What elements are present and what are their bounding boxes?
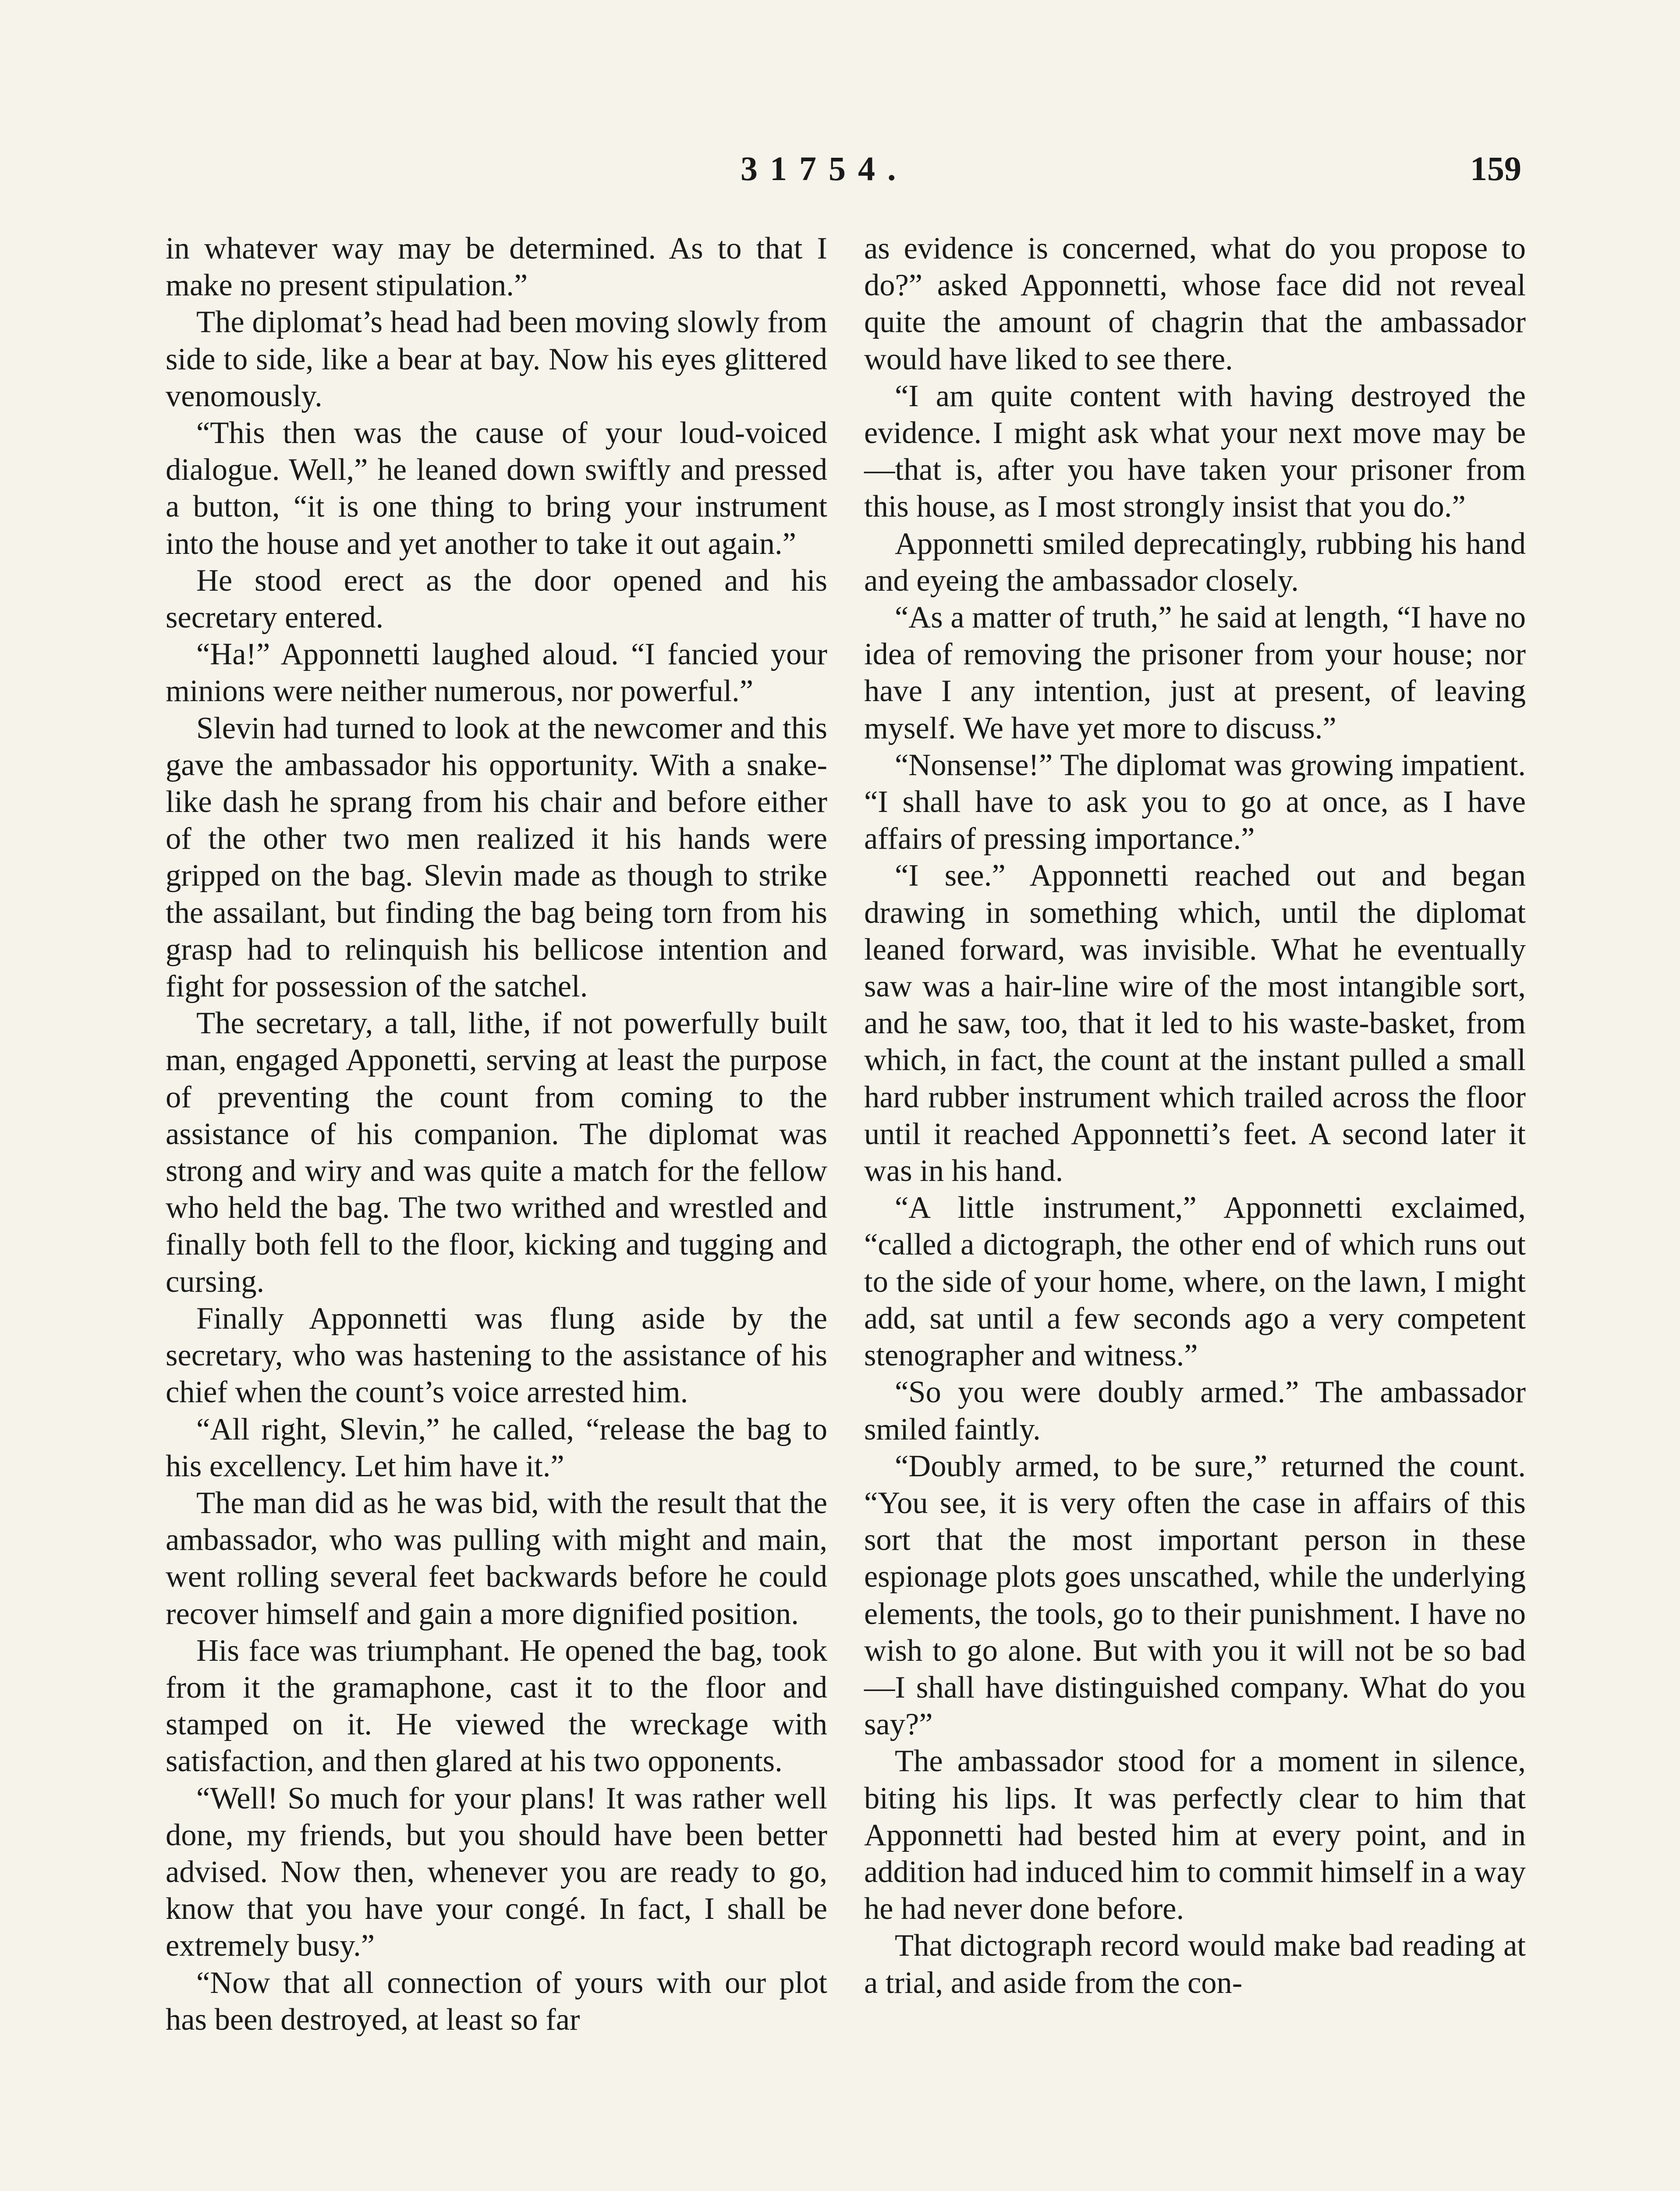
paragraph: Apponnetti smiled deprecatingly, rubbing his hand and eyeing the ambassador closely. bbox=[864, 526, 1526, 598]
paragraph: Finally Apponnetti was flung aside by the secretary, who was hastening to the assistance of his chief when the count’s voice arrested him. bbox=[166, 1301, 827, 1410]
page-header bbox=[0, 149, 1680, 202]
paragraph: “Nonsense!” The diplomat was growing impatient. “I shall have to ask you to go at once, as I have affairs of pressing importance.” bbox=[864, 748, 1526, 856]
paragraph: “Now that all connection of yours with our plot has been destroyed, at least so far bbox=[166, 1965, 827, 2037]
paragraph: “Well! So much for your plans! It was rather well done, my friends, but you should have been better advised. Now then, whenever you are ready to go, know that you have your congé. In fact, I shall be extremely busy.” bbox=[166, 1781, 827, 1963]
paragraph: “So you were doubly armed.” The ambassador smiled faintly. bbox=[864, 1375, 1526, 1446]
right-column bbox=[864, 230, 1526, 2001]
paragraph: He stood erect as the door opened and his secretary entered. bbox=[166, 563, 827, 635]
left-column bbox=[166, 230, 827, 2038]
catalog-number: 31754. bbox=[741, 149, 908, 188]
paragraph: “Doubly armed, to be sure,” returned the count. “You see, it is very often the case in affairs of this sort that the most important person in these espionage plots goes unscathed, while the underlying elements, the tools, go to their punishment. I have no wish to go alone. But with you it will not be so bad—I shall have distinguished company. What do you say?” bbox=[864, 1449, 1526, 1742]
paragraph: Slevin had turned to look at the newcomer and this gave the ambassador his opportunity. With a snake-like dash he sprang from his chair and before either of the other two men realized it his hands were gripped on the bag. Slevin made as though to strike the assailant, but finding the bag being torn from his grasp had to relinquish his bellicose intention and fight for possession of the satchel. bbox=[166, 711, 827, 1004]
paragraph: That dictograph record would make bad reading at a trial, and aside from the con- bbox=[864, 1929, 1526, 2000]
paragraph: The diplomat’s head had been moving slowly from side to side, like a bear at bay. Now his eyes glittered venomously. bbox=[166, 305, 827, 413]
paragraph: His face was triumphant. He opened the bag, took from it the gramaphone, cast it to the floor and stamped on it. He viewed the wreckage with satisfaction, and then glared at his two opponents. bbox=[166, 1633, 827, 1779]
paragraph: “As a matter of truth,” he said at length, “I have no idea of removing the prisoner from your house; nor have I any intention, just at present, of leaving myself. We have yet more to discuss.” bbox=[864, 600, 1526, 745]
paragraph: in whatever way may be determined. As to that I make no present stipulation.” bbox=[166, 231, 827, 303]
paragraph: “I see.” Apponnetti reached out and began drawing in something which, until the diplomat leaned forward, was invisible. What he eventually saw was a hair-line wire of the most intangible sort, and he saw, too, that it led to his waste-basket, from which, in fact, the count at the instant pulled a small hard rubber instrument which trailed across the floor until it reached Apponnetti’s feet. A second later it was in his hand. bbox=[864, 858, 1526, 1188]
paragraph: “A little instrument,” Apponnetti exclaimed, “called a dictograph, the other end of which runs out to the side of your home, where, on the lawn, I might add, sat until a few seconds ago a very competent stenographer and witness.” bbox=[864, 1191, 1526, 1373]
paragraph: as evidence is concerned, what do you propose to do?” asked Apponnetti, whose face did not reveal quite the amount of chagrin that the ambassador would have liked to see there. bbox=[864, 231, 1526, 376]
paragraph: “Ha!” Apponnetti laughed aloud. “I fancied your minions were neither numerous, nor powerful.” bbox=[166, 637, 827, 709]
paragraph: “This then was the cause of your loud-voiced dialogue. Well,” he leaned down swiftly and pressed a button, “it is one thing to bring your instrument into the house and yet another to take it out again.” bbox=[166, 416, 827, 561]
page-number: 159 bbox=[1470, 149, 1521, 188]
paragraph: The man did as he was bid, with the result that the ambassador, who was pulling with might and main, went rolling several feet backwards before he could recover himself and gain a more dignified position. bbox=[166, 1485, 827, 1631]
paragraph: “I am quite content with having destroyed the evidence. I might ask what your next move may be—that is, after you have taken your prisoner from this house, as I most strongly insist that you do.” bbox=[864, 379, 1526, 524]
paragraph: The secretary, a tall, lithe, if not powerfully built man, engaged Apponetti, serving at least the purpose of preventing the count from coming to the assistance of his companion. The diplomat was strong and wiry and was quite a match for the fellow who held the bag. The two writhed and wrestled and finally both fell to the floor, kicking and tugging and cursing. bbox=[166, 1006, 827, 1299]
paragraph: “All right, Slevin,” he called, “release the bag to his excellency. Let him have it.” bbox=[166, 1412, 827, 1483]
paragraph: The ambassador stood for a moment in silence, biting his lips. It was perfectly clear to him that Apponnetti had bested him at every point, and in addition had induced him to commit himself in a way he had never done before. bbox=[864, 1744, 1526, 1926]
